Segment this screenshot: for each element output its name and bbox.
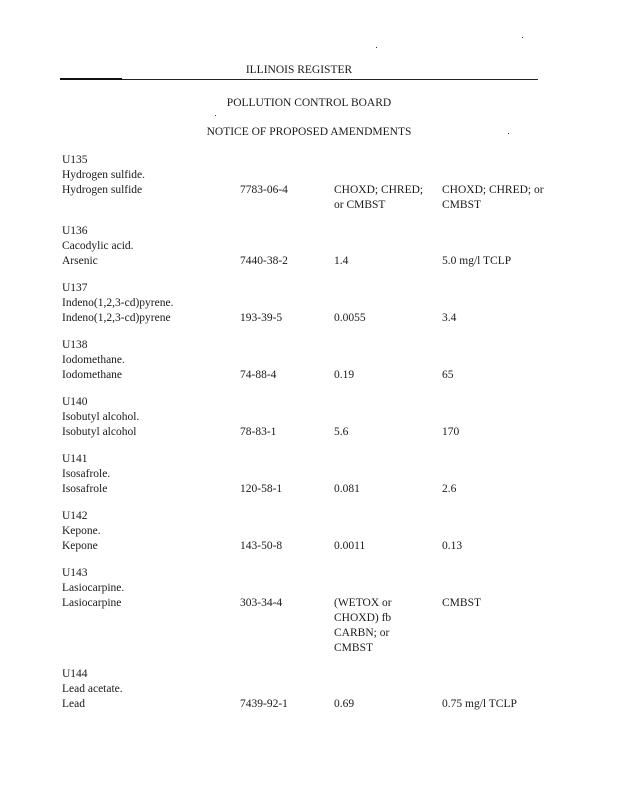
waste-name: Hydrogen sulfide. xyxy=(62,169,146,181)
waste-code: U136 xyxy=(62,225,88,237)
waste-entry xyxy=(62,281,542,326)
scan-speck xyxy=(376,47,377,48)
waste-name: Kepone. xyxy=(62,525,101,537)
waste-code: U143 xyxy=(62,567,88,579)
cas-number: 7440-38-2 xyxy=(240,255,288,267)
nonwastewater-standard: CMBST xyxy=(442,597,481,609)
cas-number: 120-58-1 xyxy=(240,483,283,495)
scan-speck xyxy=(215,115,216,116)
waste-code: U137 xyxy=(62,282,88,294)
waste-code: U144 xyxy=(62,668,88,680)
waste-entry xyxy=(62,338,542,383)
cas-number: 303-34-4 xyxy=(240,597,283,609)
waste-name: Isosafrole. xyxy=(62,468,111,480)
waste-code: U138 xyxy=(62,339,88,351)
constituent: Lead xyxy=(62,698,85,710)
cas-number: 143-50-8 xyxy=(240,540,283,552)
wastewater-standard: 0.19 xyxy=(334,369,355,381)
waste-entry xyxy=(62,566,542,654)
cas-number: 7439-92-1 xyxy=(240,698,288,710)
nonwastewater-standard: 65 xyxy=(442,369,454,381)
wastewater-standard: 0.0011 xyxy=(334,540,366,552)
waste-name: Cacodylic acid. xyxy=(62,240,134,252)
waste-code: U135 xyxy=(62,154,88,166)
entry-row xyxy=(62,539,542,554)
waste-name: Lead acetate. xyxy=(62,683,123,695)
cas-number: 193-39-5 xyxy=(240,312,283,324)
cas-number: 74-88-4 xyxy=(240,369,277,381)
waste-entry xyxy=(62,509,542,554)
waste-name: Lasiocarpine. xyxy=(62,582,125,594)
waste-code: U142 xyxy=(62,510,88,522)
waste-name: Indeno(1,2,3-cd)pyrene. xyxy=(62,297,174,309)
waste-code: U140 xyxy=(62,396,88,408)
constituent: Hydrogen sulfide xyxy=(62,184,143,196)
entry-row xyxy=(62,482,542,497)
constituent: Kepone xyxy=(62,540,98,552)
register-header xyxy=(60,64,538,80)
wastewater-standard: (WETOX or CHOXD) fb CARBN; or CMBST xyxy=(334,597,392,654)
waste-name: Isobutyl alcohol. xyxy=(62,411,140,423)
register-title: ILLINOIS REGISTER xyxy=(245,64,353,76)
entry-row xyxy=(62,596,542,654)
waste-entry xyxy=(62,667,542,712)
wastewater-standard: 0.081 xyxy=(334,483,360,495)
constituent: Isobutyl alcohol xyxy=(62,426,137,438)
wastewater-standard: 5.6 xyxy=(334,426,349,438)
header-rule-mark xyxy=(60,78,122,80)
nonwastewater-standard: 0.13 xyxy=(442,540,463,552)
cas-number: 78-83-1 xyxy=(240,426,277,438)
constituent: Arsenic xyxy=(62,255,98,267)
constituent: Isosafrole xyxy=(62,483,108,495)
scan-speck xyxy=(508,133,509,134)
entry-row xyxy=(62,311,542,326)
entry-row xyxy=(62,697,542,712)
entry-row xyxy=(62,183,544,211)
nonwastewater-standard: 5.0 mg/l TCLP xyxy=(442,255,512,267)
cas-number: 7783-06-4 xyxy=(240,184,288,196)
scan-speck xyxy=(522,37,523,38)
entry-row xyxy=(62,425,542,440)
nonwastewater-standard: CHOXD; CHRED; or CMBST xyxy=(442,184,544,211)
entry-row xyxy=(62,254,542,269)
constituent: Lasiocarpine xyxy=(62,597,122,609)
constituent: Indeno(1,2,3-cd)pyrene xyxy=(62,312,171,324)
wastewater-standard: CHOXD; CHRED; or CMBST xyxy=(334,184,424,211)
waste-entry xyxy=(62,452,542,497)
nonwastewater-standard: 2.6 xyxy=(442,483,457,495)
board-title: POLLUTION CONTROL BOARD xyxy=(226,97,392,109)
waste-code: U141 xyxy=(62,453,88,465)
notice-title: NOTICE OF PROPOSED AMENDMENTS xyxy=(206,126,412,138)
wastewater-standard: 0.69 xyxy=(334,698,355,710)
constituent: Iodomethane xyxy=(62,369,123,381)
wastewater-standard: 1.4 xyxy=(334,255,349,267)
waste-entry xyxy=(62,224,542,269)
waste-entry xyxy=(62,395,542,440)
nonwastewater-standard: 170 xyxy=(442,426,460,438)
nonwastewater-standard: 0.75 mg/l TCLP xyxy=(442,698,517,710)
waste-name: Iodomethane. xyxy=(62,354,125,366)
entry-row xyxy=(62,368,542,383)
wastewater-standard: 0.0055 xyxy=(334,312,366,324)
waste-entry xyxy=(62,153,544,211)
nonwastewater-standard: 3.4 xyxy=(442,312,457,324)
